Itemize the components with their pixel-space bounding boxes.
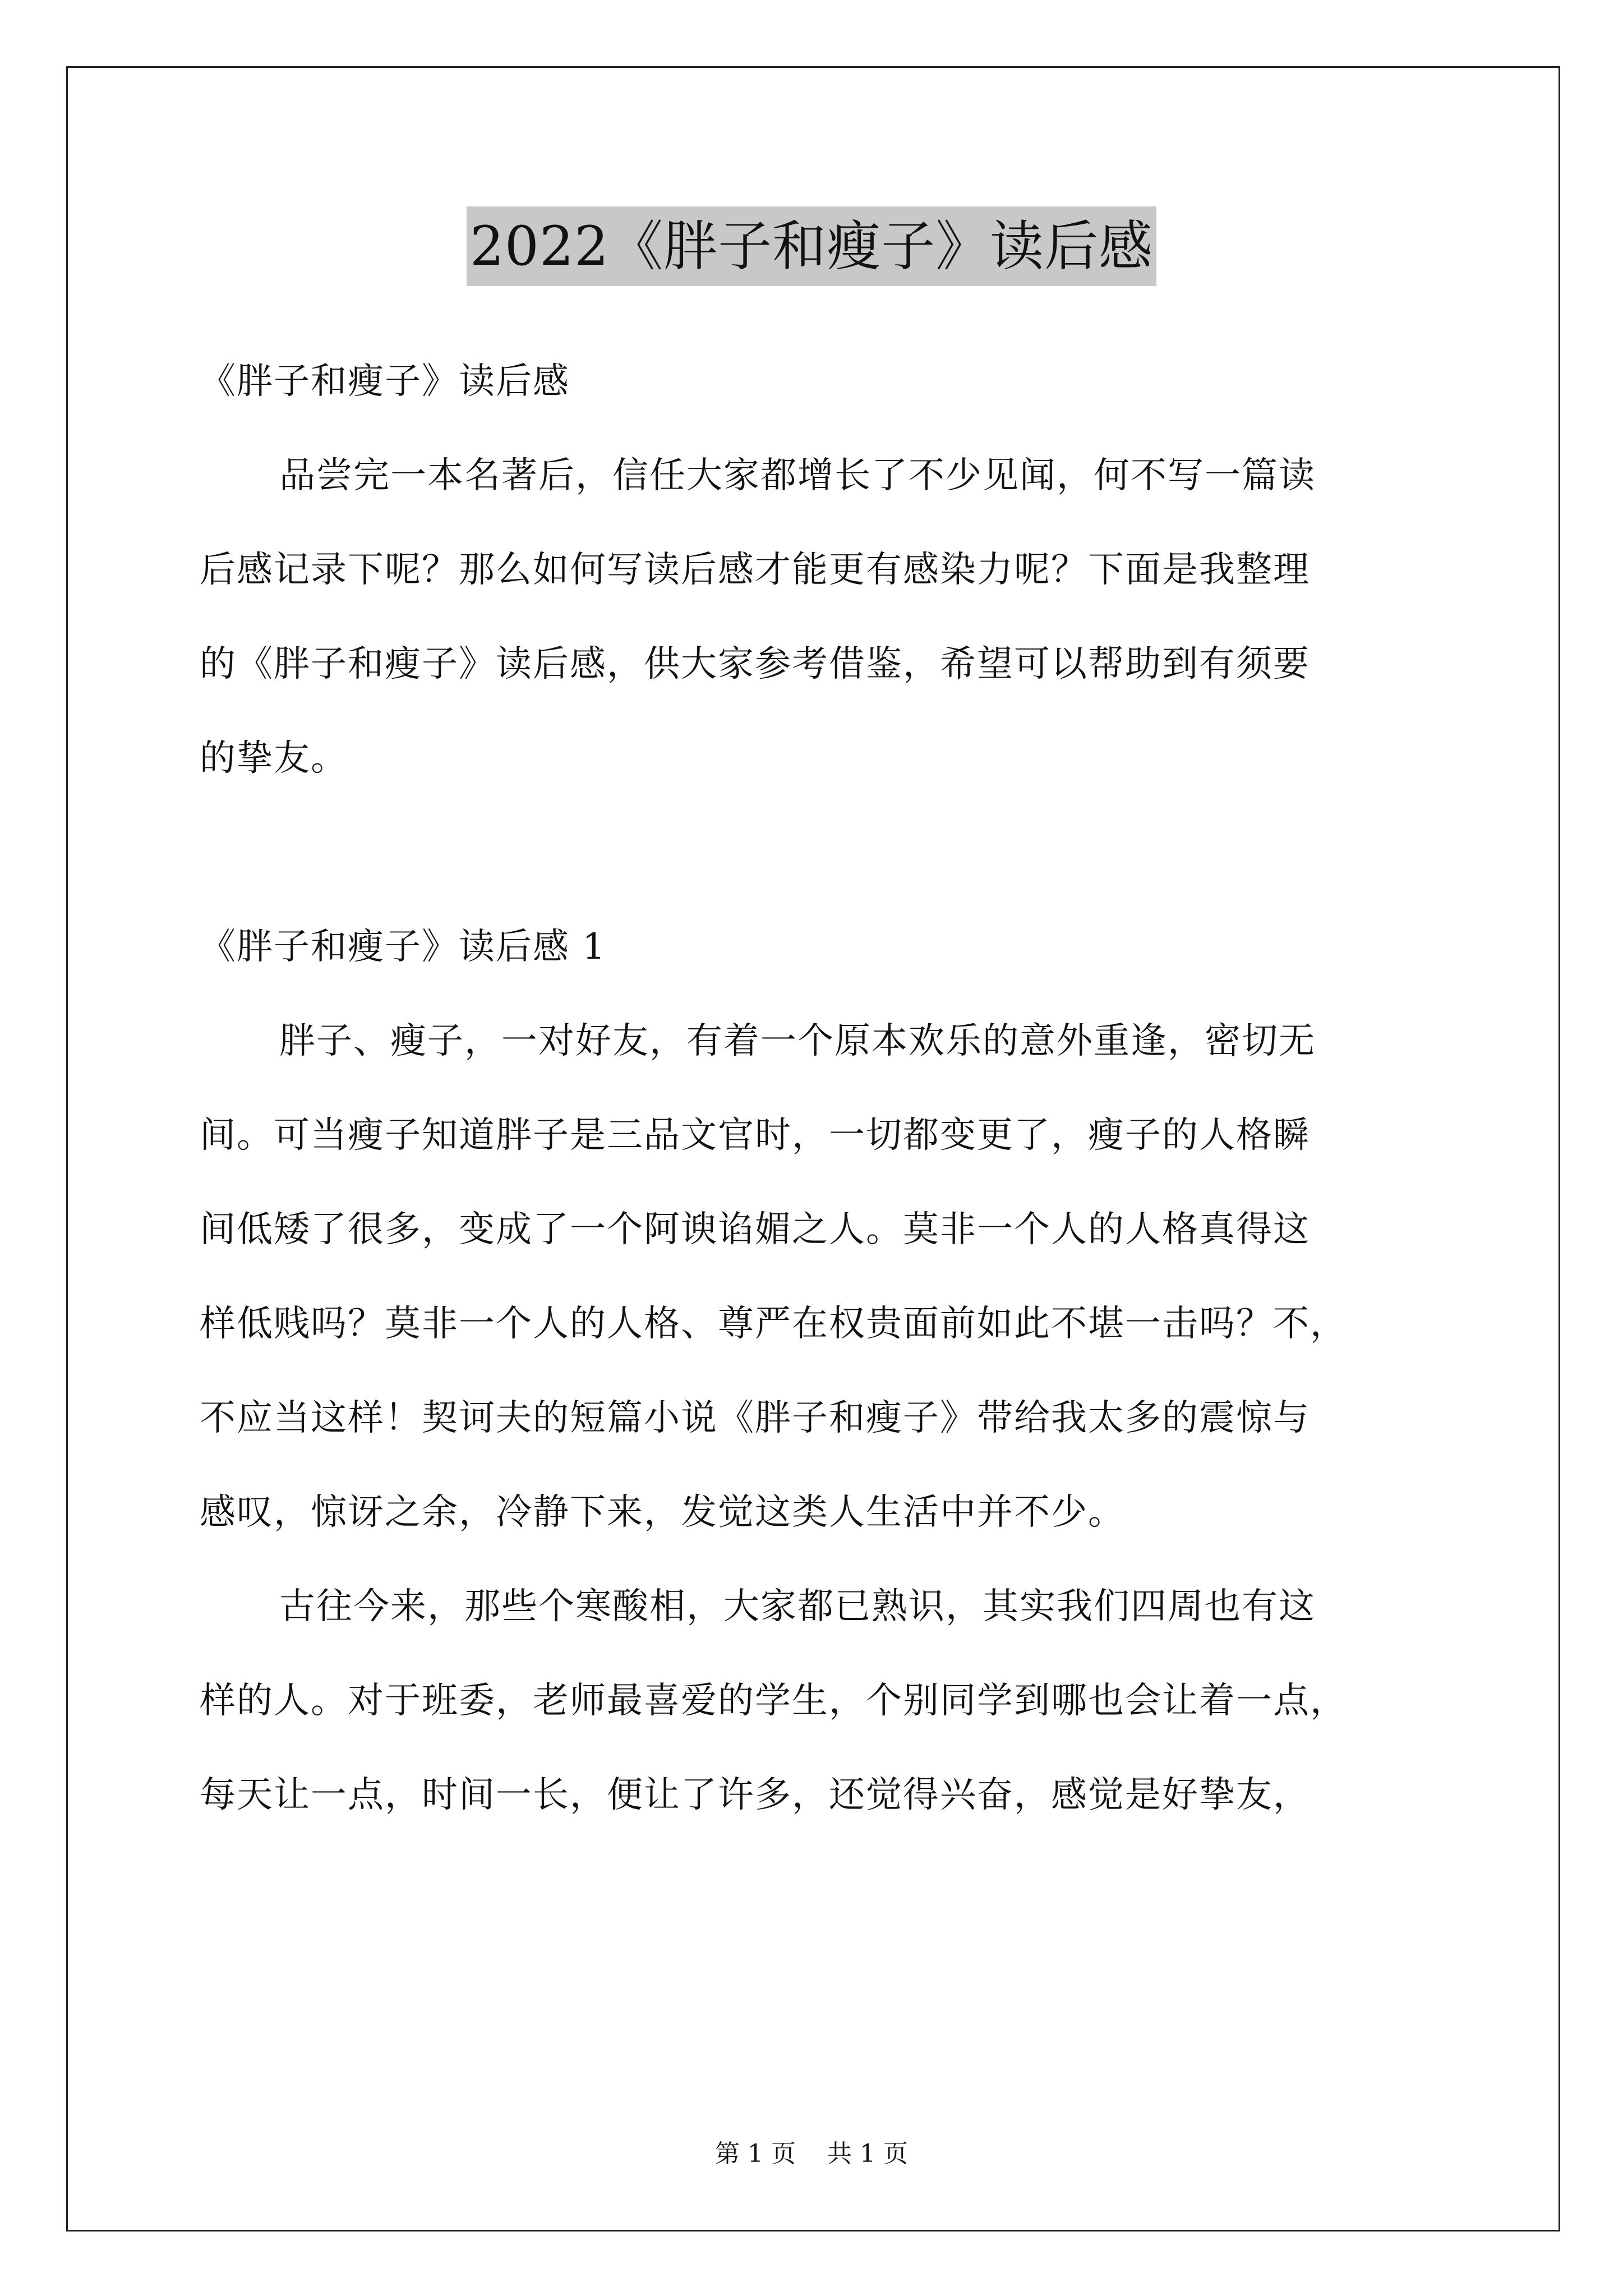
paragraph-line: 间低矮了很多，变成了一个阿谀谄媚之人。莫非一个人的人格真得这	[200, 1209, 1310, 1250]
paragraph-line: 样低贱吗？莫非一个人的人格、尊严在权贵面前如此不堪一击吗？不，	[200, 1303, 1347, 1345]
page-footer	[0, 2137, 1623, 2171]
intro-paragraph	[200, 429, 1445, 806]
paragraph-line: 感叹，惊讶之余，冷静下来，发觉这类人生活中并不少。	[200, 1492, 1125, 1533]
paragraph-line: 的《胖子和瘦子》读后感，供大家参考借鉴，希望可以帮助到有须要	[200, 643, 1310, 685]
paragraph-line: 的挚友。	[200, 738, 348, 779]
paragraph-line: 古往今来，那些个寒酸相，大家都已熟识，其实我们四周也有这	[279, 1586, 1316, 1627]
title-container	[0, 206, 1623, 286]
paragraph-line: 不应当这样！契诃夫的短篇小说《胖子和瘦子》带给我太多的震惊与	[200, 1397, 1310, 1439]
body-paragraph-1	[200, 994, 1445, 1559]
paragraph-line: 后感记录下呢？那么如何写读后感才能更有感染力呢？下面是我整理	[200, 549, 1310, 591]
section-spacer	[200, 806, 1445, 900]
paragraph-line: 样的人。对于班委，老师最喜爱的学生，个别同学到哪也会让着一点，	[200, 1680, 1347, 1722]
paragraph-line: 品尝完一本名著后，信任大家都增长了不少见闻，何不写一篇读	[279, 455, 1316, 496]
section-heading-intro: 《胖子和瘦子》读后感	[200, 361, 570, 402]
page-number-current: 第 1 页	[715, 2139, 796, 2168]
section-heading-1: 《胖子和瘦子》读后感 1	[200, 926, 607, 968]
document-title: 2022《胖子和瘦子》读后感	[467, 206, 1156, 286]
page-number-total: 共 1 页	[827, 2139, 908, 2168]
body-paragraph-2	[200, 1559, 1445, 1842]
paragraph-line: 胖子、瘦子，一对好友，有着一个原本欢乐的意外重逢，密切无	[279, 1020, 1316, 1062]
paragraph-line: 间。可当瘦子知道胖子是三品文官时，一切都变更了，瘦子的人格瞬	[200, 1115, 1310, 1156]
paragraph-line: 每天让一点，时间一长，便让了许多，还觉得兴奋，感觉是好挚友，	[200, 1774, 1310, 1816]
document-body	[200, 334, 1445, 1842]
